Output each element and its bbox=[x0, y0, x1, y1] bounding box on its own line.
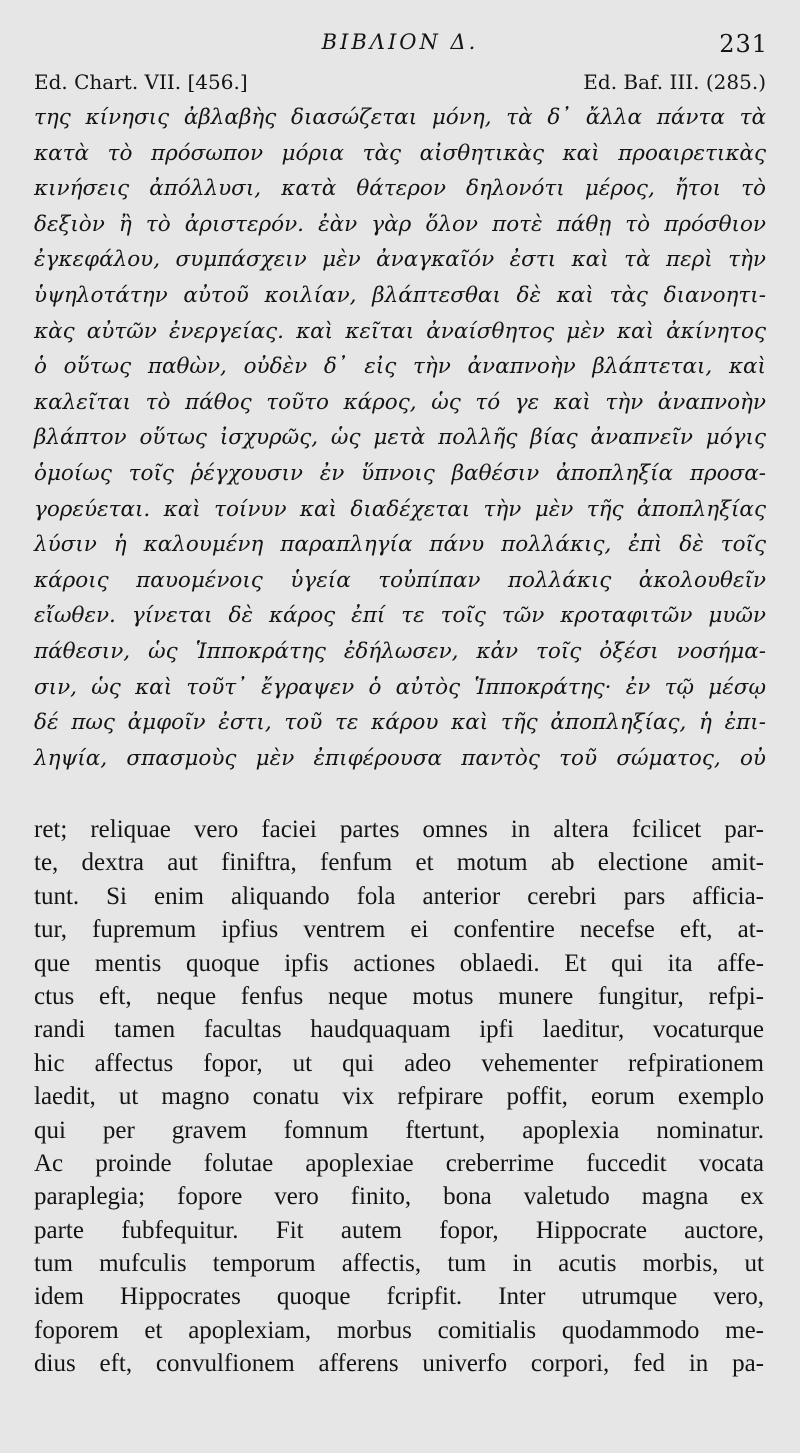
latin-text-line: hic affectus fopor, ut qui adeo vehementer refpirationem bbox=[34, 1049, 764, 1077]
greek-text-line: ὁμοίως τοῖς ῥέγχουσιν ἐν ὕπνοις βαθέσιν ἀποπληξία προσα- bbox=[34, 460, 766, 486]
greek-text-line: κινήσεις ἀπόλλυσι, κατὰ θάτερον δηλονότι μέρος, ἤτοι τὸ bbox=[34, 176, 766, 202]
greek-text-line: της κίνησις ἀβλαβὴς διασώζεται μόνη, τὰ δ᾽ ἄλλα πάντα τὰ bbox=[34, 105, 766, 130]
greek-text-line: πάθεσιν, ὡς Ἱπποκράτης ἐδήλωσεν, κἀν τοῖς ὀξέσι νοσήμα- bbox=[34, 638, 766, 664]
edition-references bbox=[34, 70, 766, 100]
edition-basel: Ed. Baf. III. (285.) bbox=[583, 70, 766, 94]
greek-text-line: δεξιὸν ἢ τὸ ἀριστερόν. ἐὰν γὰρ ὅλον ποτὲ πάθῃ τὸ πρόσθιον bbox=[34, 211, 766, 237]
page-header bbox=[0, 30, 800, 60]
greek-text-line: ὁ οὕτως παθὼν, οὐδὲν δ᾽ εἰς τὴν ἀναπνοὴν βλάπτεται, καὶ bbox=[34, 354, 766, 380]
greek-text-line: σιν, ὡς καὶ τοῦτ᾽ ἔγραψεν ὁ αὐτὸς Ἱπποκράτης· ἐν τῷ μέσῳ bbox=[34, 674, 766, 700]
latin-text-line: dius eft, convulfionem afferens univerfo corpori, fed in pa- bbox=[34, 1350, 764, 1378]
latin-text-line: foporem et apoplexiam, morbus comitialis quodammodo me- bbox=[34, 1316, 764, 1344]
latin-text-block bbox=[34, 813, 764, 1381]
greek-text-block bbox=[34, 100, 766, 776]
greek-text-line: ὑψηλοτάτην αὐτοῦ κοιλίαν, βλάπτεσθαι δὲ καὶ τὰς διανοητι- bbox=[34, 282, 766, 308]
greek-text-line: εἴωθεν. γίνεται δὲ κάρος ἐπί τε τοῖς τῶν κροταφιτῶν μυῶν bbox=[34, 603, 766, 629]
latin-text-line: idem Hippocrates quoque fcripfit. Inter utrumque vero, bbox=[34, 1283, 764, 1311]
latin-text-line: tur, fupremum ipfius ventrem ei confentire necefse eft, at- bbox=[34, 916, 764, 944]
book-title: ΒΙΒΛΙΟΝ Δ. bbox=[321, 30, 479, 54]
latin-text-line: ctus eft, neque fenfus neque motus munere fungitur, refpi- bbox=[34, 982, 764, 1010]
latin-text-line: te, dextra aut finiftra, fenfum et motum ab electione amit- bbox=[34, 849, 764, 877]
greek-text-line: βλάπτον οὕτως ἰσχυρῶς, ὡς μετὰ πολλῆς βίας ἀναπνεῖν μόγις bbox=[34, 425, 766, 451]
greek-text-line: καλεῖται τὸ πάθος τοῦτο κάρος, ὡς τό γε καὶ τὴν ἀναπνοὴν bbox=[34, 389, 766, 415]
greek-text-line: δέ πως ἀμφοῖν ἐστι, τοῦ τε κάρου καὶ τῆς ἀποπληξίας, ἡ ἐπι- bbox=[34, 710, 766, 736]
latin-text-line: que mentis quoque ipfis actiones oblaedi. Et qui ita affe- bbox=[34, 949, 764, 977]
latin-text-line: laedit, ut magno conatu vix refpirare poffit, eorum exemplo bbox=[34, 1083, 764, 1111]
greek-text-line: κατὰ τὸ πρόσωπον μόρια τὰς αἰσθητικὰς καὶ προαιρετικὰς bbox=[34, 140, 766, 166]
greek-text-line: ληψία, σπασμοὺς μὲν ἐπιφέρουσα παντὸς τοῦ σώματος, οὐ bbox=[34, 745, 766, 771]
latin-text-line: qui per gravem fomnum ftertunt, apoplexia nominatur. bbox=[34, 1116, 764, 1144]
page-number: 231 bbox=[719, 30, 768, 58]
greek-text-line: γορεύεται. καὶ τοίνυν καὶ διαδέχεται τὴν μὲν τῆς ἀποπληξίας bbox=[34, 496, 766, 522]
latin-text-line: Ac proinde folutae apoplexiae creberrime fuccedit vocata bbox=[34, 1149, 764, 1177]
latin-text-line: paraplegia; fopore vero finito, bona valetudo magna ex bbox=[34, 1183, 764, 1211]
greek-text-line: κὰς αὐτῶν ἐνεργείας. καὶ κεῖται ἀναίσθητος μὲν καὶ ἀκίνητος bbox=[34, 318, 766, 344]
latin-text-line: parte fubfequitur. Fit autem fopor, Hippocrate auctore, bbox=[34, 1216, 764, 1244]
greek-text-line: λύσιν ἡ καλουμένη παραπληγία πάνυ πολλάκις, ἐπὶ δὲ τοῖς bbox=[34, 532, 766, 558]
greek-text-line: ἐγκεφάλου, συμπάσχειν μὲν ἀναγκαῖόν ἐστι καὶ τὰ περὶ τὴν bbox=[34, 247, 766, 273]
latin-text-line: tunt. Si enim aliquando fola anterior cerebri pars afficia- bbox=[34, 882, 764, 910]
edition-chartier: Ed. Chart. VII. [456.] bbox=[34, 70, 248, 94]
latin-text-line: randi tamen facultas haudquaquam ipfi laeditur, vocaturque bbox=[34, 1016, 764, 1044]
latin-text-line: ret; reliquae vero faciei partes omnes in altera fcilicet par- bbox=[34, 816, 764, 843]
latin-text-line: tum mufculis temporum affectis, tum in acutis morbis, ut bbox=[34, 1250, 764, 1278]
greek-text-line: κάροις παυομένοις ὑγεία τοὐπίπαν πολλάκις ἀκολουθεῖν bbox=[34, 567, 766, 593]
